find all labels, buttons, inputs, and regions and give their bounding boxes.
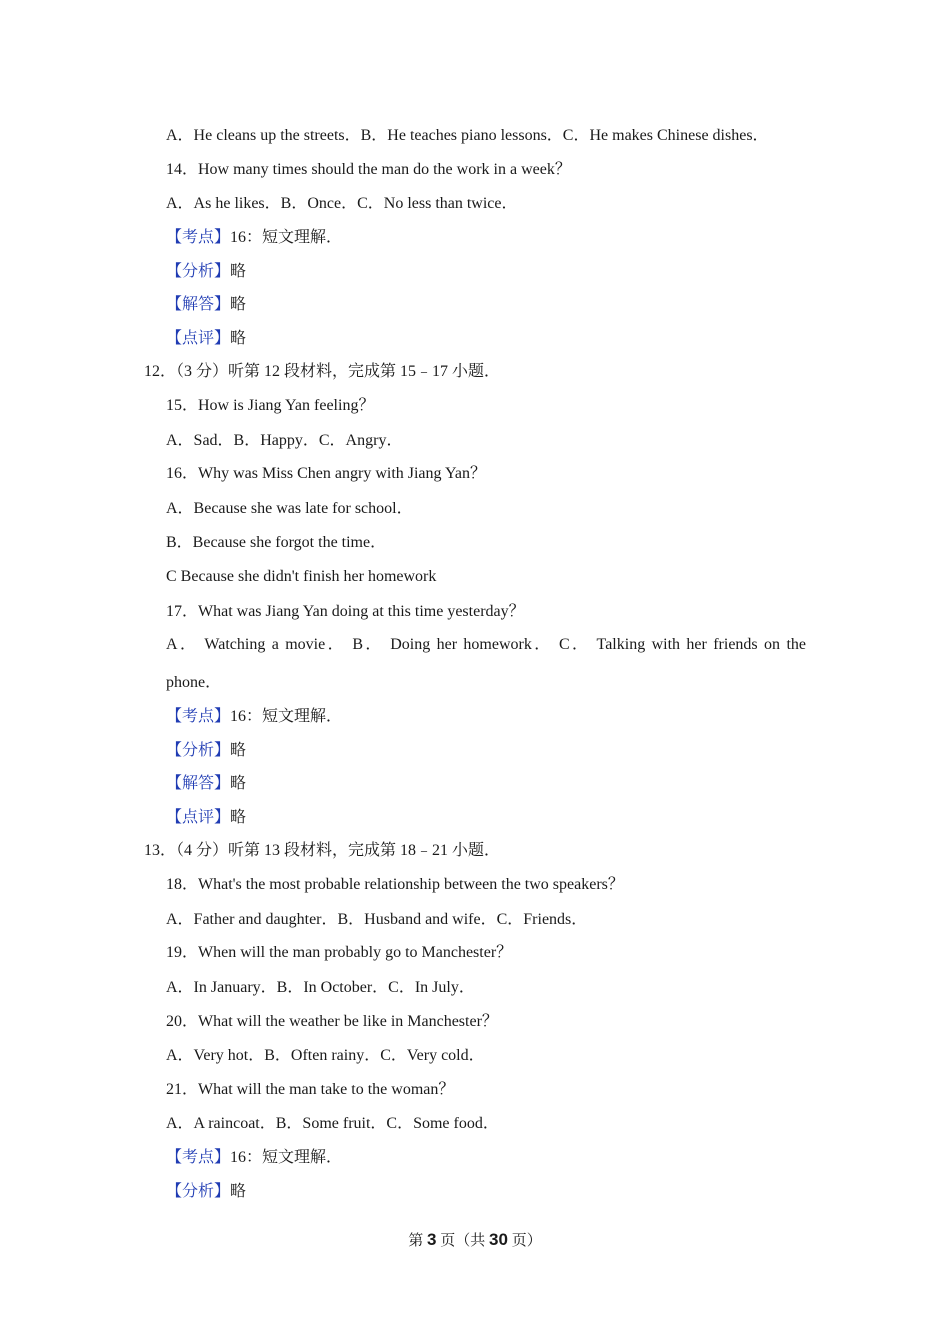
page-footer	[0, 1230, 950, 1251]
jieda-label: 【解答】	[166, 775, 231, 792]
footer-prefix: 第	[408, 1233, 424, 1249]
fenxi-row	[166, 741, 246, 761]
section-13-heading: 13．（4 分）听第 13 段材料，完成第 18﹣21 小题．	[144, 842, 501, 859]
footer-total-pages: 30	[489, 1230, 508, 1249]
q15-options: A．Sad．B．Happy．C．Angry．	[166, 432, 403, 449]
fenxi-row	[166, 1182, 246, 1202]
kaodian-label: 【考点】	[166, 229, 231, 246]
q13-options: A．He cleans up the streets．B．He teaches piano lessons．C．He makes Chinese dishes．	[166, 127, 769, 144]
dianping-row	[166, 808, 246, 828]
dianping-label: 【点评】	[166, 809, 231, 826]
kaodian-label: 【考点】	[166, 708, 231, 725]
q21-question: 21．What will the man take to the woman？	[166, 1081, 455, 1098]
fenxi-row	[166, 262, 246, 282]
q20-question: 20．What will the weather be like in Manchester？	[166, 1013, 498, 1030]
fenxi-value: 略	[230, 742, 247, 759]
section-12-heading: 12．（3 分）听第 12 段材料，完成第 15﹣17 小题．	[144, 363, 501, 380]
q18-options: A．Father and daughter．B．Husband and wife．C．Friends．	[166, 911, 588, 928]
dianping-label: 【点评】	[166, 330, 231, 347]
kaodian-value: 16：短文理解．	[230, 229, 343, 246]
q14-question: 14．How many times should the man do the work in a week？	[166, 161, 571, 178]
fenxi-label: 【分析】	[166, 263, 231, 280]
fenxi-label: 【分析】	[166, 1183, 231, 1200]
q18-question: 18．What's the most probable relationship between the two speakers？	[166, 876, 624, 893]
q19-question: 19．When will the man probably go to Manchester？	[166, 944, 513, 961]
q15-question: 15．How is Jiang Yan feeling？	[166, 397, 375, 414]
q17-options: A． Watching a movie． B． Doing her homework． C． Talking with her friends on the	[166, 636, 806, 653]
fenxi-value: 略	[230, 263, 247, 280]
jieda-label: 【解答】	[166, 296, 231, 313]
fenxi-value: 略	[230, 1183, 247, 1200]
jieda-row	[166, 295, 246, 315]
q16-option-b: B．Because she forgot the time．	[166, 534, 387, 551]
footer-mid: 页（共	[440, 1233, 486, 1249]
jieda-value: 略	[230, 775, 247, 792]
kaodian-value: 16：短文理解．	[230, 1149, 343, 1166]
dianping-value: 略	[230, 809, 247, 826]
q16-question: 16．Why was Miss Chen angry with Jiang Yan？	[166, 465, 486, 482]
kaodian-row	[166, 707, 342, 727]
q14-options: A．As he likes．B．Once．C．No less than twice．	[166, 195, 518, 212]
footer-page-number: 3	[427, 1230, 437, 1249]
kaodian-row	[166, 228, 342, 248]
kaodian-value: 16：短文理解．	[230, 708, 343, 725]
q17-options-cont: phone．	[166, 674, 222, 691]
jieda-value: 略	[230, 296, 247, 313]
jieda-row	[166, 774, 246, 794]
kaodian-row	[166, 1148, 342, 1168]
q20-options: A．Very hot．B．Often rainy．C．Very cold．	[166, 1047, 485, 1064]
q16-option-a: A．Because she was late for school．	[166, 500, 413, 517]
q21-options: A．A raincoat．B．Some fruit．C．Some food．	[166, 1115, 499, 1132]
fenxi-label: 【分析】	[166, 742, 231, 759]
dianping-row	[166, 329, 246, 349]
footer-suffix: 页）	[511, 1233, 542, 1249]
q19-options: A．In January．B．In October．C．In July．	[166, 979, 475, 996]
kaodian-label: 【考点】	[166, 1149, 231, 1166]
q16-option-c: C Because she didn't finish her homework	[166, 568, 437, 585]
dianping-value: 略	[230, 330, 247, 347]
q17-question: 17．What was Jiang Yan doing at this time yesterday？	[166, 603, 525, 620]
